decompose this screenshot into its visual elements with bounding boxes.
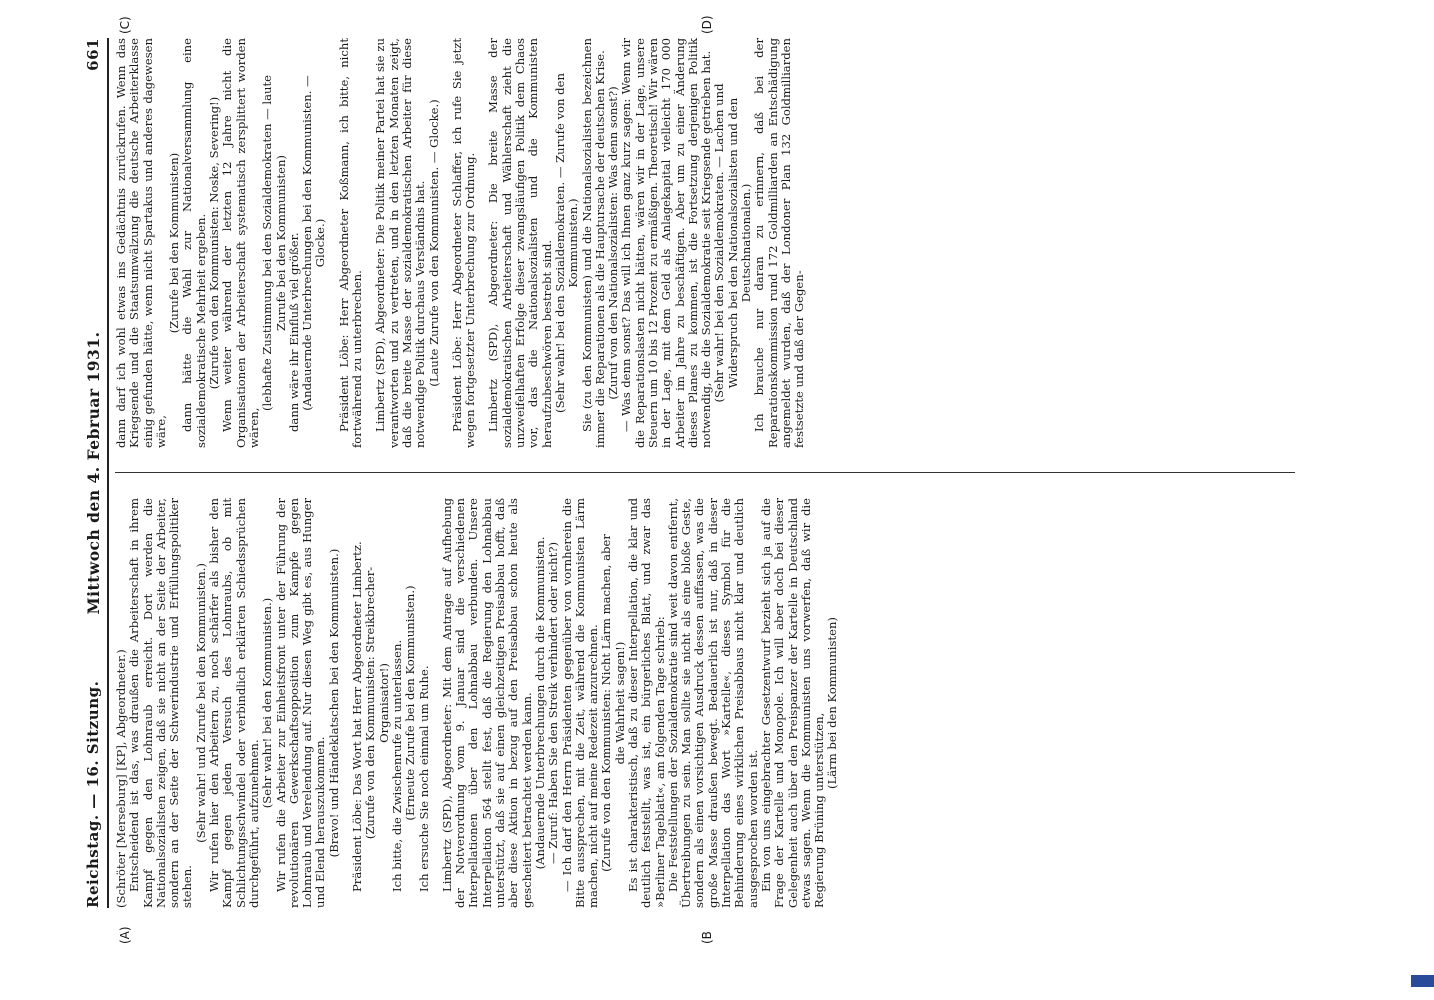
paragraph: Limbertz (SPD), Abgeordneter: Mit dem Antrage auf Aufhebung der Notverordnung vom 9. Januar sind die verschiedenen Interpellationen über den Lohnabbau verbunden. Unsere Interpellation 564 stellt fest, daß die Regierung den Lohnabbau unterstützt, daß sie auf einen gleichzeitigen Preisabbau hofft, daß aber diese Aktion in bezug auf den Preisabbau schon heute als gescheitert betrachtet werden kann. (439, 498, 534, 908)
header-date: Mittwoch den 4. Februar 1931. (84, 331, 103, 615)
margin-mark-a: (A) (118, 926, 132, 944)
paragraph: (lebhafte Zustimmung bei den Sozialdemokraten — laute Zurufe bei den Kommunisten) (260, 74, 288, 412)
paragraph: (Sehr wahr! bei den Sozialdemokraten. — Zurufe von den Kommunisten.) (552, 73, 581, 413)
paragraph: dann wäre ihr Einfluß viel größer. (286, 232, 301, 432)
paragraph: dann hätte die Wahl zur Nationalversammlung eine sozialdemokratische Mehrheit ergeben. (180, 38, 208, 448)
header-rule (107, 38, 109, 908)
margin-mark-b: (B (700, 931, 714, 944)
paragraph: Wir rufen die Arbeiter zur Einheitsfront unter der Führung der revolutionären Gewerkschaftsopposition zum Kampfe gegen Lohnraub und Verelendung auf. Nur diesen Weg gibt es, aus Hunger und Elend herauszukommen. (273, 498, 328, 908)
paragraph: Ein von uns eingebrachter Gesetzentwurf bezieht sich ja auf die Frage der Kartelle und Monopole. Ich will aber doch bei dieser Gelegenheit auch über den Preispanzer der Kartelle in Deutschland etwas sagen. Wenn die Kommunisten uns vorwerfen, daß wir die Regierung Brüning unterstützen, (758, 498, 827, 908)
header-session: Reichstag. — 16. Sitzung. (84, 680, 102, 908)
paragraph: Entscheidend ist das, was draußen die Arbeiterschaft in ihrem Kampf gegen den Lohnraub erreicht. Dort werden die Nationalsozialisten zeigen, daß sie nicht an der Seite der Arbeiter, sondern an der Seite der Schwerindustrie und Erfüllungspolitiker stehen. (127, 498, 195, 908)
dfg-logo (1411, 975, 1434, 987)
paragraph: Ich brauche nur daran zu erinnern, daß bei der Reparationskommission rund 172 Goldmilliarden an Entschädigung angemeldet wurden, daß der Londoner Plan 132 Goldmilliarden festsetzte und daß der Gegen- (752, 38, 807, 448)
paragraph: (Andauernde Unterbrechungen durch die Kommunisten. — Zuruf: Haben Sie den Streik verhindert oder nicht?) (532, 536, 561, 870)
paragraph: (Zurufe von den Kommunisten: Noske, Severing!) (207, 96, 222, 390)
paragraph: — Ich darf den Herrn Präsidenten gegenüber von vornherein die Bitte aussprechen, mit die Zeit, während die Kommunisten Lärm machen, nicht auf meine Redezeit anzurechnen. (559, 498, 601, 908)
paragraph: — Was denn sonst? Das will ich Ihnen ganz kurz sagen: Wenn wir die Reparationslasten nicht hätten, wären wir in der Lage, unsere Steuern um 10 bis 12 Prozent zu ermäßigen. Theoretisch! Wir wären in der Lage, mit dem Geld als Anlagekapital vielleicht 170 000 Arbeiter im Jahre zu beschäftigen. Aber um zu einer Änderung dieses Planes zu kommen, ist die Fortsetzung derjenigen Politik notwendig, die die Sozialdemokratie seit Kriegsende getrieben hat. (619, 38, 714, 448)
paragraph: Präsident Löbe: Das Wort hat Herr Abgeordneter Limbertz. (350, 541, 365, 892)
paragraph: Wir rufen hier den Arbeitern zu, noch schärfer als bisher den Kampf gegen jeden Versuch des Lohnraubs, ob mit Schlichtungsschwindel oder verbindlich erklärten Schiedssprüchen durchgeführt, aufzunehmen. (207, 498, 261, 908)
digitization-credit (1415, 10, 1434, 990)
right-text-column (115, 38, 807, 448)
left-text-column (115, 498, 840, 908)
paragraph: Präsident Löbe: Herr Abgeordneter Schlaffer, ich rufe Sie jetzt wegen fortgesetzter Unterbrechung zur Ordnung. (449, 38, 478, 448)
paragraph: (Erneute Zurufe bei den Kommunisten.) (403, 585, 418, 821)
paragraph: Die Feststellungen der Sozialdemokratie sind weit davon entfernt, Übertreibungen zu sein. Man sollte sie nicht als eine bloße Geste, sondern als einen vorsichtigen Ausdruck dessen auffassen, was die große Masse draußen bewegt. Bedauerlich ist nur, daß in dieser Interpellation das Wort »Kartelle«, dieses Symbol für die Behinderung eines wirklichen Preisabbaus nicht klar und deutlich ausgesprochen worden ist. (665, 498, 760, 908)
paragraph: Wenn weiter während der letzten 12 Jahre nicht die Organisationen der Arbeiterschaft systematisch zersplittert worden wären, (220, 38, 261, 448)
paragraph: Limbertz (SPD), Abgeordneter: Die breite Masse der sozialdemokratischen Arbeiterschaft und Wählerschaft zieht die unzweifelhaften Erfolge dieser zwangsläufigen Politik dem Chaos vor, das die Nationalsozialisten und die Kommunisten heraufzubeschwören bestrebt sind. (486, 38, 554, 448)
paragraph: (Zurufe von den Kommunisten: Nicht Lärm machen, aber die Wahrheit sagen!) (599, 534, 627, 872)
paragraph: Es ist charakteristisch, daß zu dieser Interpellation, die klar und deutlich feststellt, was ist, ein bürgerliches Blatt, und zwar das »Berliner Tageblatt«, am folgenden Tage schrieb: (625, 498, 667, 908)
paragraph: Ich ersuche Sie noch einmal um Ruhe. (416, 665, 431, 892)
paragraph: (Sehr wahr! bei den Kommunisten.) (260, 597, 275, 809)
paragraph: (Zuruf von den Nationalsozialisten: Was denn sonst?) (606, 86, 621, 400)
paragraph: (Sehr wahr! und Zurufe bei den Kommunisten.) (193, 563, 208, 843)
paragraph: (Sehr wahr! bei den Sozialdemokraten. — Lachen und Widerspruch bei den Nationalsozialisten und den Deutschnationalen.) (712, 83, 754, 403)
margin-mark-c: (C) (118, 16, 132, 34)
column-divider (115, 472, 1295, 473)
paragraph: (Schröter [Merseburg] [KP], Abgeordneter.) (114, 649, 128, 908)
page-header (84, 38, 114, 908)
paragraph: (Lärm bei den Kommunisten) (825, 617, 840, 789)
paragraph: Limbertz (SPD), Abgeordneter: Die Politik meiner Partei hat sie zu verantworten und zu vertreten, und in den letzten Monaten zeigt, daß die breite Masse der sozialdemokratischen Arbeiter für diese notwendige Politik durchaus Verständnis hat. (373, 38, 428, 448)
paragraph: (Zurufe von den Kommunisten: Streikbrecher-Organisator!) (363, 566, 391, 840)
paragraph: Ich bitte, die Zwischenrufe zu unterlassen. (389, 639, 404, 892)
paragraph: Präsident Löbe: Herr Abgeordneter Koßmann, ich bitte, nicht fortwährend zu unterbrechen. (336, 38, 365, 448)
page-number: 661 (84, 38, 102, 71)
paragraph: (Zurufe bei den Kommunisten) (167, 152, 182, 334)
paragraph: Sie (zu den Kommunisten) und die Nationalsozialisten bezeichnen immer die Reparationen als die Hauptursache der deutschen Krise. (579, 38, 607, 448)
paragraph: dann darf ich wohl etwas ins Gedächtnis zurückrufen. Wenn das Kriegsende und die Staatsumwälzung die deutsche Arbeiterklasse einig gefunden hätte, wenn nicht Spartakus und anderes dagewesen wäre, (114, 38, 168, 448)
margin-mark-d: (D) (700, 15, 714, 34)
paragraph: (Laute Zurufe von den Kommunisten. — Glocke.) (426, 99, 441, 387)
paragraph: (Bravo! und Händeklatschen bei den Kommunisten.) (326, 548, 341, 858)
paragraph: (Andauernde Unterbrechungen bei den Kommunisten. — Glocke.) (300, 75, 328, 411)
